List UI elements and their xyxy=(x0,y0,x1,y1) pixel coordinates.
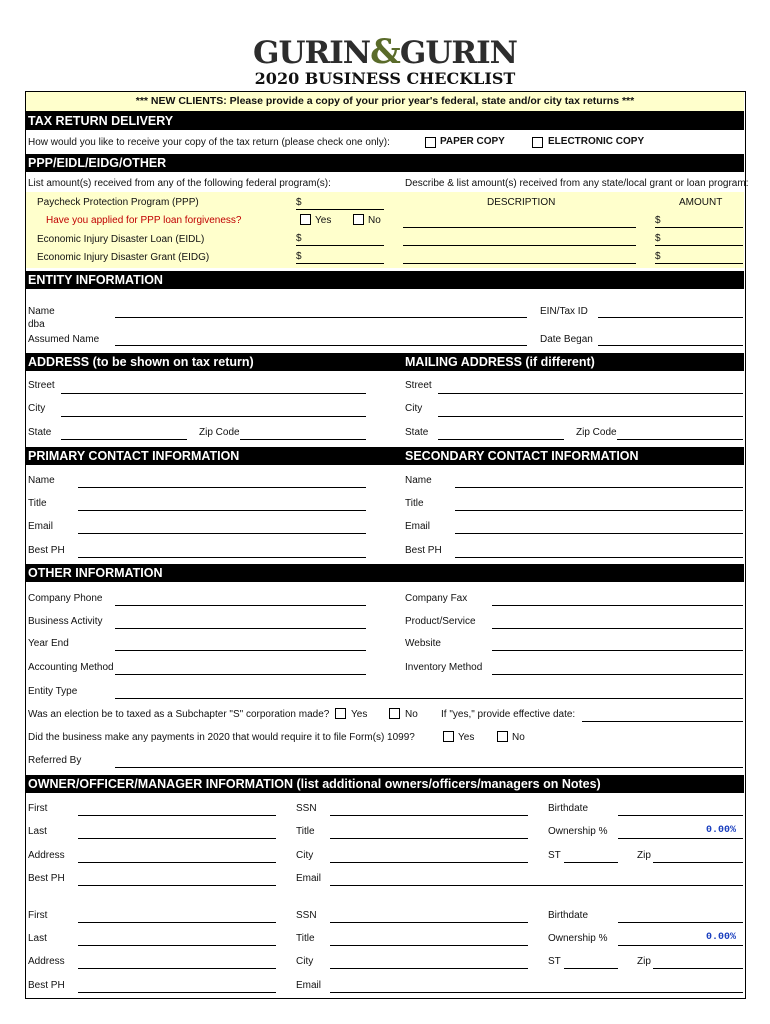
state-description-1[interactable] xyxy=(403,227,636,228)
company-fax-field[interactable] xyxy=(492,605,743,606)
electronic-copy-label: ELECTRONIC COPY xyxy=(548,136,645,147)
effective-date-field[interactable] xyxy=(582,721,743,722)
owner1-title-field[interactable] xyxy=(330,838,528,839)
primary-name-field[interactable] xyxy=(78,487,366,488)
owner1-address-field[interactable] xyxy=(78,862,276,863)
s-election-yes-checkbox[interactable] xyxy=(335,708,346,719)
new-clients-notice: *** NEW CLIENTS: Please provide a copy of your prior year's federal, state and/or city tax returns *** xyxy=(26,92,744,112)
secondary-phone-label: Best PH xyxy=(405,545,442,556)
state-amount-2[interactable] xyxy=(655,245,743,246)
owner2-ssn-field[interactable] xyxy=(330,922,528,923)
date-began-label: Date Began xyxy=(540,334,593,345)
secondary-email-field[interactable] xyxy=(455,533,743,534)
state-amount-1[interactable] xyxy=(655,227,743,228)
owner1-st-label: ST xyxy=(548,850,561,861)
owner1-ownership-value: 0.00% xyxy=(706,825,737,836)
state-field[interactable] xyxy=(61,439,187,440)
s-election-question: Was an election be to taxed as a Subchapter "S" corporation made? xyxy=(28,709,330,720)
state-description-2[interactable] xyxy=(403,245,636,246)
owner2-title-label: Title xyxy=(296,933,315,944)
year-end-field[interactable] xyxy=(115,650,366,651)
owner2-city-field[interactable] xyxy=(330,968,528,969)
owner2-ssn-label: SSN xyxy=(296,910,317,921)
primary-title-field[interactable] xyxy=(78,510,366,511)
mailing-street-field[interactable] xyxy=(438,393,743,394)
owner2-phone-field[interactable] xyxy=(78,992,276,993)
owner1-last-field[interactable] xyxy=(78,838,276,839)
owner1-zip-label: Zip xyxy=(637,850,651,861)
secondary-name-label: Name xyxy=(405,475,432,486)
product-service-field[interactable] xyxy=(492,628,743,629)
mailing-state-label: State xyxy=(405,427,429,438)
owner2-ownership-field[interactable] xyxy=(618,945,743,946)
owner2-email-field[interactable] xyxy=(330,992,743,993)
product-service-label: Product/Service xyxy=(405,616,476,627)
owner1-first-label: First xyxy=(28,803,48,814)
mailing-city-field[interactable] xyxy=(438,416,743,417)
ppp-heading: PPP/EIDL/EIDG/OTHER xyxy=(26,154,744,172)
owners-heading: OWNER/OFFICER/MANAGER INFORMATION (list additional owners/officers/managers on Notes) xyxy=(26,775,744,793)
eidg-label: Economic Injury Disaster Grant (EIDG) xyxy=(37,252,210,263)
mailing-street-label: Street xyxy=(405,380,432,391)
entity-type-field[interactable] xyxy=(115,698,743,699)
s-election-no-checkbox[interactable] xyxy=(389,708,400,719)
eidg-dollar: $ xyxy=(296,251,302,262)
dba-label: dba xyxy=(28,319,45,330)
owner1-phone-field[interactable] xyxy=(78,885,276,886)
form-1099-question: Did the business make any payments in 2020 that would require it to file Form(s) 1099? xyxy=(28,732,415,743)
secondary-name-field[interactable] xyxy=(455,487,743,488)
owner2-first-field[interactable] xyxy=(78,922,276,923)
city-field[interactable] xyxy=(61,416,366,417)
primary-email-field[interactable] xyxy=(78,533,366,534)
owner1-ownership-field[interactable] xyxy=(618,838,743,839)
entity-name-field[interactable] xyxy=(115,317,527,318)
primary-email-label: Email xyxy=(28,521,54,532)
state-label: State xyxy=(28,427,52,438)
forgiveness-question: Have you applied for PPP loan forgiveness? xyxy=(46,215,242,226)
owner2-title-field[interactable] xyxy=(330,945,528,946)
inventory-method-field[interactable] xyxy=(492,674,743,675)
owner2-address-field[interactable] xyxy=(78,968,276,969)
inventory-method-label: Inventory Method xyxy=(405,662,483,673)
entity-type-label: Entity Type xyxy=(28,686,78,697)
other-heading: OTHER INFORMATION xyxy=(26,564,744,582)
ppp-label: Paycheck Protection Program (PPP) xyxy=(37,197,199,208)
state-programs-intro: Describe & list amount(s) received from any state/local grant or loan program: xyxy=(405,178,749,189)
form-1099-yes-checkbox[interactable] xyxy=(443,731,454,742)
state-amount-3[interactable] xyxy=(655,263,743,264)
owner2-birthdate-label: Birthdate xyxy=(548,910,589,921)
federal-programs-intro: List amount(s) received from any of the following federal program(s): xyxy=(28,178,331,189)
referred-by-field[interactable] xyxy=(115,767,743,768)
state-description-3[interactable] xyxy=(403,263,636,264)
website-label: Website xyxy=(405,638,441,649)
state-dollar-1: $ xyxy=(655,215,661,226)
business-activity-field[interactable] xyxy=(115,628,366,629)
owner1-birthdate-field[interactable] xyxy=(618,815,743,816)
company-phone-field[interactable] xyxy=(115,605,366,606)
forgiveness-yes-label: Yes xyxy=(315,215,332,226)
eidg-amount-field[interactable] xyxy=(296,263,384,264)
tax-return-heading: TAX RETURN DELIVERY xyxy=(26,112,744,130)
referred-by-label: Referred By xyxy=(28,755,82,766)
street-field[interactable] xyxy=(61,393,366,394)
city-label: City xyxy=(28,403,46,414)
primary-phone-label: Best PH xyxy=(28,545,65,556)
address-heading: ADDRESS (to be shown on tax return) MAILING ADDRESS (if different) xyxy=(26,353,744,371)
website-field[interactable] xyxy=(492,650,743,651)
zip-field[interactable] xyxy=(240,439,366,440)
mailing-city-label: City xyxy=(405,403,423,414)
owner1-first-field[interactable] xyxy=(78,815,276,816)
owner2-last-label: Last xyxy=(28,933,47,944)
owner1-phone-label: Best PH xyxy=(28,873,65,884)
accounting-method-field[interactable] xyxy=(115,674,366,675)
owner1-address-label: Address xyxy=(28,850,65,861)
owner1-ssn-label: SSN xyxy=(296,803,317,814)
mailing-zip-field[interactable] xyxy=(617,439,743,440)
owner2-city-label: City xyxy=(296,956,314,967)
amount-header: AMOUNT xyxy=(679,197,723,208)
primary-name-label: Name xyxy=(28,475,55,486)
owner1-zip-field[interactable] xyxy=(653,862,743,863)
company-fax-label: Company Fax xyxy=(405,593,468,604)
logo-left: GURIN xyxy=(253,35,371,71)
entity-name-label: Name xyxy=(28,306,55,317)
form-1099-no-label: No xyxy=(512,732,525,743)
ppp-amount-field[interactable] xyxy=(296,209,384,210)
zip-label: Zip Code xyxy=(199,427,240,438)
owner1-city-field[interactable] xyxy=(330,862,528,863)
mailing-zip-label: Zip Code xyxy=(576,427,617,438)
ppp-dollar: $ xyxy=(296,197,302,208)
state-dollar-2: $ xyxy=(655,233,661,244)
owner1-email-label: Email xyxy=(296,873,322,884)
owner2-ownership-value: 0.00% xyxy=(706,932,737,943)
logo-ampersand: & xyxy=(370,32,400,72)
assumed-name-field[interactable] xyxy=(115,345,527,346)
mailing-state-field[interactable] xyxy=(438,439,564,440)
assumed-name-label: Assumed Name xyxy=(28,334,100,345)
state-dollar-3: $ xyxy=(655,251,661,262)
forgiveness-yes-checkbox[interactable] xyxy=(300,214,311,225)
secondary-phone-field[interactable] xyxy=(455,557,743,558)
electronic-copy-checkbox[interactable] xyxy=(532,137,543,148)
owner1-title-label: Title xyxy=(296,826,315,837)
eidl-label: Economic Injury Disaster Loan (EIDL) xyxy=(37,234,205,245)
eidl-amount-field[interactable] xyxy=(296,245,384,246)
date-began-field[interactable] xyxy=(598,345,743,346)
street-label: Street xyxy=(28,380,55,391)
paper-copy-label: PAPER COPY xyxy=(440,136,505,147)
owner2-address-label: Address xyxy=(28,956,65,967)
secondary-title-field[interactable] xyxy=(455,510,743,511)
page-title: 2020 BUSINESS CHECKLIST xyxy=(254,69,516,88)
owner1-city-label: City xyxy=(296,850,314,861)
forgiveness-no-label: No xyxy=(368,215,381,226)
owner2-st-field[interactable] xyxy=(564,968,618,969)
owner1-email-field[interactable] xyxy=(330,885,743,886)
owner2-ownership-label: Ownership % xyxy=(548,933,608,944)
owner2-zip-field[interactable] xyxy=(653,968,743,969)
paper-copy-checkbox[interactable] xyxy=(425,137,436,148)
owner1-last-label: Last xyxy=(28,826,47,837)
s-election-yes-label: Yes xyxy=(351,709,368,720)
owner2-email-label: Email xyxy=(296,980,322,991)
owner2-first-label: First xyxy=(28,910,48,921)
eidl-dollar: $ xyxy=(296,233,302,244)
owner2-st-label: ST xyxy=(548,956,561,967)
form-1099-yes-label: Yes xyxy=(458,732,475,743)
delivery-question: How would you like to receive your copy of the tax return (please check one only): xyxy=(28,137,390,148)
ein-label: EIN/Tax ID xyxy=(540,306,588,317)
company-phone-label: Company Phone xyxy=(28,593,103,604)
primary-title-label: Title xyxy=(28,498,47,509)
company-logo xyxy=(0,34,770,71)
s-election-no-label: No xyxy=(405,709,418,720)
owner2-last-field[interactable] xyxy=(78,945,276,946)
contact-heading: PRIMARY CONTACT INFORMATION SECONDARY CONTACT INFORMATION xyxy=(26,447,744,465)
owner2-phone-label: Best PH xyxy=(28,980,65,991)
secondary-email-label: Email xyxy=(405,521,431,532)
logo-right: GURIN xyxy=(399,35,517,71)
description-header: DESCRIPTION xyxy=(487,197,556,208)
forgiveness-no-checkbox[interactable] xyxy=(353,214,364,225)
owner1-st-field[interactable] xyxy=(564,862,618,863)
effective-date-label: If "yes," provide effective date: xyxy=(441,709,576,720)
primary-phone-field[interactable] xyxy=(78,557,366,558)
form-1099-no-checkbox[interactable] xyxy=(497,731,508,742)
owner1-ownership-label: Ownership % xyxy=(548,826,608,837)
entity-heading: ENTITY INFORMATION xyxy=(26,271,744,289)
secondary-title-label: Title xyxy=(405,498,424,509)
business-activity-label: Business Activity xyxy=(28,616,103,627)
owner1-birthdate-label: Birthdate xyxy=(548,803,589,814)
ein-field[interactable] xyxy=(598,317,743,318)
owner2-birthdate-field[interactable] xyxy=(618,922,743,923)
year-end-label: Year End xyxy=(28,638,69,649)
owner2-zip-label: Zip xyxy=(637,956,651,967)
owner1-ssn-field[interactable] xyxy=(330,815,528,816)
accounting-method-label: Accounting Method xyxy=(28,662,114,673)
